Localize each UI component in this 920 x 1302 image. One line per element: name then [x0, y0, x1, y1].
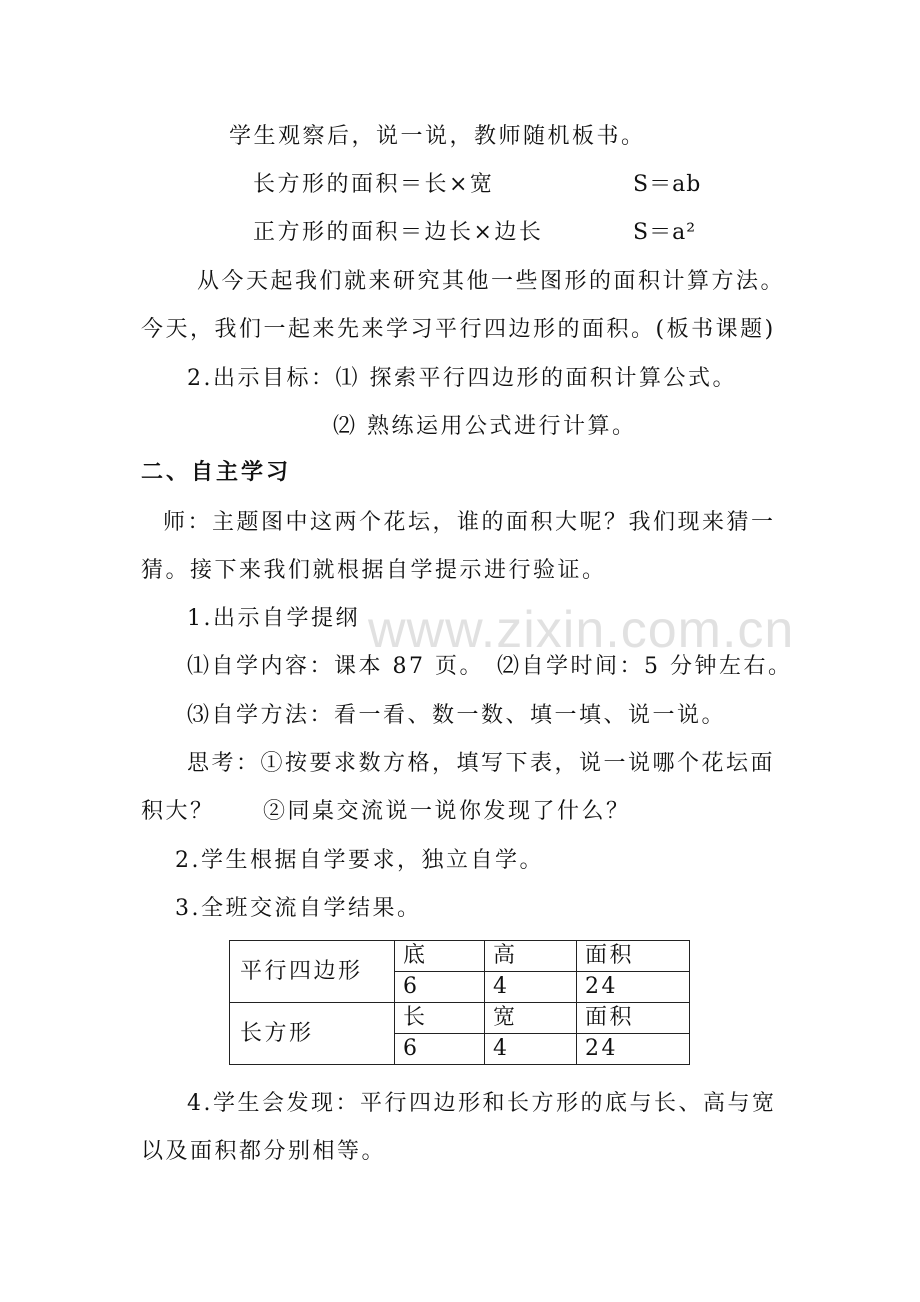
paragraph-line: 思考：①按要求数方格，填写下表，说一说哪个花坛面: [187, 751, 776, 776]
table-cell: 4: [485, 1034, 577, 1065]
table-cell: 底: [395, 941, 485, 972]
paragraph-line: 今天，我们一起来先来学习平行四边形的面积。(板书课题): [141, 317, 776, 342]
table-cell: 平行四边形: [230, 941, 395, 1003]
table-cell: 长方形: [230, 1003, 395, 1065]
table-cell: 面积: [577, 941, 690, 972]
goal-line: 2.出示目标：⑴ 探索平行四边形的面积计算公式。: [187, 366, 737, 391]
table-cell: 4: [485, 972, 577, 1003]
formula-square-text: 正方形的面积＝边长×边长: [253, 220, 544, 245]
paragraph-line: 从今天起我们就来研究其他一些图形的面积计算方法。: [197, 269, 786, 294]
outline-item: ⑴自学内容：课本 87 页。: [187, 654, 484, 679]
result-table: [229, 940, 690, 1065]
step-line: 2.学生根据自学要求，独立自学。: [175, 848, 544, 873]
paragraph-line: 积大？: [141, 799, 215, 824]
goal-line: ⑵ 熟练运用公式进行计算。: [333, 414, 637, 439]
outline-item: ⑶自学方法：看一看、数一数、填一填、说一说。: [187, 703, 727, 728]
outline-item: ⑵自学时间：5 分钟左右。: [497, 654, 793, 679]
table-row: [230, 1003, 690, 1034]
formula-square-symbol: S＝a²: [633, 220, 697, 245]
paragraph-line: 师：主题图中这两个花坛，谁的面积大呢？我们现来猜一: [163, 510, 776, 535]
paragraph-line: 猜。接下来我们就根据自学提示进行验证。: [141, 558, 607, 583]
table-cell: 24: [577, 1034, 690, 1065]
watermark: www.zixin.com.cn: [368, 601, 795, 659]
formula-rectangle-text: 长方形的面积＝长×宽: [253, 172, 495, 197]
table-cell: 宽: [485, 1003, 577, 1034]
table-cell: 6: [395, 1034, 485, 1065]
table-cell: 高: [485, 941, 577, 972]
section-heading: 二、自主学习: [141, 460, 292, 485]
step-line: 3.全班交流自学结果。: [175, 896, 422, 921]
paragraph-line: 以及面积都分别相等。: [141, 1139, 387, 1164]
table-cell: 长: [395, 1003, 485, 1034]
paragraph-line: ②同桌交流说一说你发现了什么？: [263, 799, 631, 824]
formula-rectangle-symbol: S＝ab: [633, 172, 702, 197]
table-cell: 6: [395, 972, 485, 1003]
paragraph-line: 学生观察后，说一说，教师随机板书。: [229, 124, 646, 149]
table-cell: 面积: [577, 1003, 690, 1034]
table-row: [230, 941, 690, 972]
table-cell: 24: [577, 972, 690, 1003]
outline-heading: 1.出示自学提纲: [187, 606, 360, 631]
paragraph-line: 4.学生会发现：平行四边形和长方形的底与长、高与宽: [187, 1091, 777, 1116]
